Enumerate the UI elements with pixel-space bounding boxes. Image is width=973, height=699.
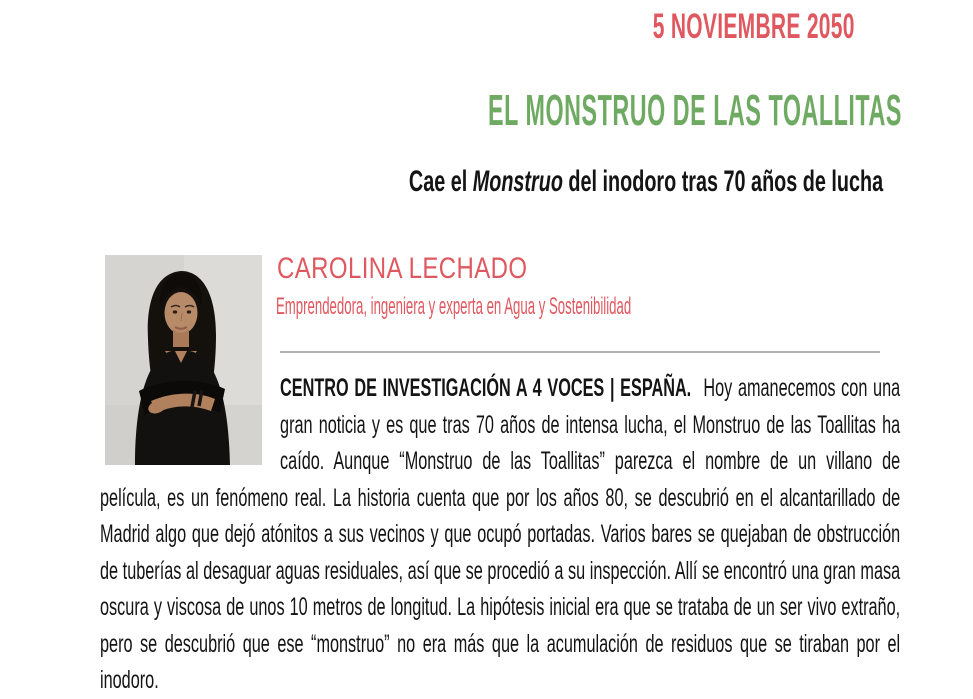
text-wrap-spacer: [100, 370, 280, 470]
article-lead: CENTRO DE INVESTIGACIÓN A 4 VOCES | ESPAÑA.: [280, 374, 692, 402]
subtitle-italic: Monstruo: [472, 165, 563, 198]
article-text: Hoy amanecemos con una gran noticia y es que tras 70 años de intensa lucha, el Monstruo de las Toallitas ha caído. Aunque “Monstruo de las Toallitas” parezca el nombre de un villano de película, es un fenómeno real. La historia cuenta que por los años 80, se descubrió en el alcantarillado de Madrid algo que dejó atónitos a sus vecinos y que ocupó portadas. Varios bares se quejaban de obstrucción de tuberías al desaguar aguas residuales, así que se procedió a su inspección. Allí se encontró una gran masa oscura y viscosa de unos 10 metros de longitud. La hipótesis inicial era que se trataba de un ser vivo extraño, pero se descubrió que ese “monstruo” no era más que la acumulación de residuos que se tiraban por el inodoro.: [100, 374, 901, 694]
subtitle-post: del inodoro tras 70 años de lucha: [562, 165, 884, 198]
subtitle-pre: Cae el: [408, 165, 473, 198]
author-role: Emprendedora, ingeniera y experta en Agua y Sostenibilidad: [276, 293, 632, 320]
author-name: CAROLINA LECHADO: [277, 252, 528, 285]
article-subtitle: [220, 164, 973, 200]
article-title: EL MONSTRUO DE LAS TOALLITAS: [488, 86, 902, 135]
issue-date: 5 NOVIEMBRE 2050: [652, 7, 855, 46]
article-body: [100, 370, 900, 699]
article-body-inner: [100, 370, 900, 699]
author-divider: [280, 351, 880, 353]
